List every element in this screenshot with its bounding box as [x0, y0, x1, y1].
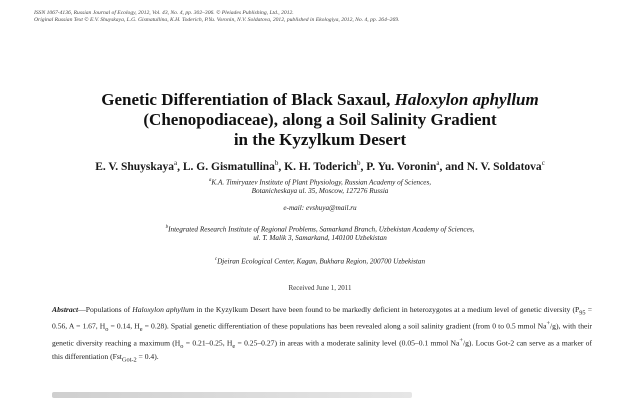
- abstract-superscript: +: [459, 336, 463, 344]
- abstract-superscript: +: [546, 320, 551, 328]
- author-name: L. G. Gismatullina: [182, 160, 275, 173]
- received-date: Received June 1, 2011: [288, 284, 352, 292]
- affiliation-sup: b: [165, 225, 169, 230]
- affiliation-text: Integrated Research Institute of Regional Problems, Samarkand Branch, Uzbekistan Academy of Sciences,: [168, 225, 475, 234]
- author-list: [20, 156, 620, 174]
- affiliation-sup: c: [214, 257, 218, 262]
- affiliation-b: [60, 223, 580, 243]
- author-separator: ,: [360, 160, 367, 173]
- abstract-text: = 0.56, A = 1.67, H: [52, 305, 592, 331]
- abstract-species: Haloxylon aphyllum: [132, 305, 195, 314]
- paper-title: [20, 90, 620, 150]
- abstract-label: Abstract: [52, 305, 79, 314]
- author-sup: a: [436, 159, 440, 167]
- author-name: P. Yu. Voronin: [366, 160, 437, 173]
- abstract-subscript: 95: [579, 309, 586, 317]
- author-separator: ,: [177, 160, 183, 173]
- abstract-subscript: e: [139, 326, 143, 334]
- author-sup: a: [174, 159, 178, 167]
- abstract-text: /g). Locus Got-2 can serve as a marker of this differentiation (Fst: [52, 338, 593, 362]
- abstract: [52, 305, 592, 367]
- author-sup: b: [274, 159, 279, 167]
- abstract-text: = 0.21–0.25, H: [183, 338, 233, 348]
- abstract-text: = 0.14, H: [108, 321, 140, 331]
- author-sup: c: [541, 159, 545, 167]
- affiliation-text: Botanicheskaya ul. 35, Moscow, 127276 Russia: [251, 187, 389, 196]
- abstract-text: = 0.28). Spatial genetic differentiation of these populations has been revealed along a soil salinity gradient (from 0 to 0.5 mmol Na: [142, 321, 547, 331]
- author-name: K. H. Toderich: [284, 160, 358, 173]
- affiliation-a: [60, 176, 580, 196]
- author-email: e-mail: evshuya@mail.ru: [283, 204, 357, 212]
- title-part-2: (Chenopodiaceae), along a Soil Salinity Gradient: [143, 110, 497, 129]
- affiliation-text: ul. T. Malik 3, Samarkand, 140100 Uzbekistan: [253, 234, 387, 243]
- affiliation-c: [60, 255, 580, 266]
- author-separator: , and: [439, 160, 467, 173]
- abstract-text: = 0.25–0.27) in areas with a moderate salinity level (0.05–0.1 mmol Na: [235, 338, 460, 348]
- abstract-text: in the Kyzylkum Desert have been found to be markedly deficient in heterozygotes at a medium level of genetic diversity (P: [194, 305, 580, 314]
- title-species: Haloxylon aphyllum: [394, 90, 539, 109]
- affiliation-text: Djeiran Ecological Center, Kagan, Bukhara Region, 200700 Uzbekistan: [217, 257, 426, 266]
- abstract-subscript: o: [105, 326, 109, 334]
- cut-off-text-line: [52, 392, 412, 398]
- abstract-subscript: o: [180, 342, 184, 350]
- journal-header-line-2: Original Russian Text © E.V. Shuyskaya, L.G. Gismatullina, K.H. Toderich, P.Yu. Voronin, N.V. Soldatova, 2012, published in Ekologiya, 2012, No. 4, pp. 264–269.: [34, 17, 400, 23]
- abstract-subscript: Got-2: [121, 356, 137, 364]
- author-separator: ,: [278, 160, 285, 173]
- title-part-3: in the Kyzylkum Desert: [233, 130, 407, 149]
- affiliation-sup: a: [208, 178, 212, 183]
- abstract-text: /g), with their genetic diversity reaching a maximum (H: [52, 321, 593, 348]
- abstract-text: —Populations of: [78, 305, 133, 314]
- author-sup: b: [357, 159, 361, 167]
- journal-header-line-1: ISSN 1067-4136, Russian Journal of Ecology, 2012, Vol. 43, No. 4, pp. 302–306. © Pleiades Publishing, Ltd., 2012.: [34, 10, 294, 16]
- abstract-text: = 0.4).: [136, 352, 159, 362]
- abstract-subscript: e: [232, 342, 236, 350]
- affiliation-text: K.A. Timiryazev Institute of Plant Physiology, Russian Academy of Sciences,: [211, 178, 432, 187]
- author-name: E. V. Shuyskaya: [95, 160, 175, 173]
- title-part-1: Genetic Differentiation of Black Saxaul,: [101, 90, 395, 109]
- author-name: N. V. Soldatova: [466, 160, 542, 173]
